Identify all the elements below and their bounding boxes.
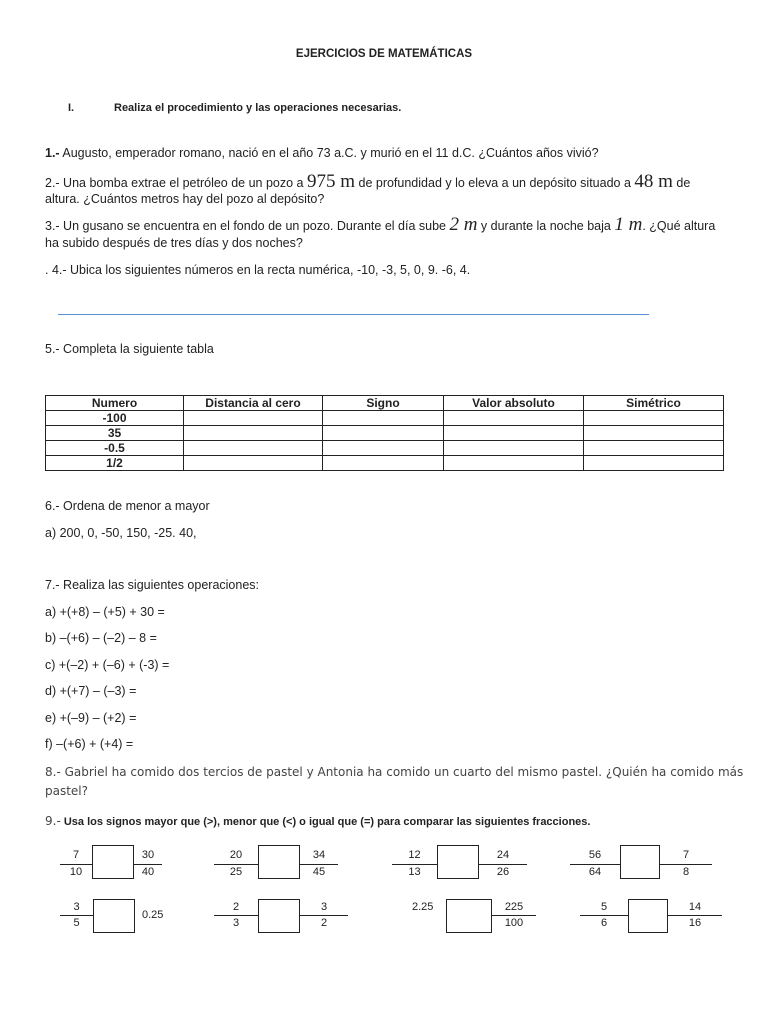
question-3-text-a: 3.- Un gusano se encuentra en el fondo de un pozo. Durante el día sube (45, 219, 450, 233)
table-cell-blank[interactable] (184, 441, 323, 456)
fraction-bar (60, 864, 92, 865)
question-1-number: 1.- (45, 146, 60, 160)
table-cell-number: -100 (46, 411, 184, 426)
comparison-answer-box[interactable] (620, 845, 660, 879)
table-header: Distancia al cero (184, 396, 323, 411)
question-9-text: Usa los signos mayor que (>), menor que (<) o igual que (=) para comparar las siguientes fracciones. (60, 816, 591, 828)
question-8-line2: pastel? (45, 784, 89, 798)
left-numerator: 56 (588, 849, 602, 861)
right-decimal: 0.25 (142, 909, 164, 921)
comparison-answer-box[interactable] (258, 899, 300, 933)
right-numerator: 30 (141, 849, 155, 861)
left-denominator: 10 (69, 866, 83, 878)
question-3-line2: ha subido después de tres días y dos noches? (45, 236, 303, 250)
comparison-answer-box[interactable] (446, 899, 492, 933)
page-title: EJERCICIOS DE MATEMÁTICAS (295, 48, 473, 60)
fraction-bar (660, 864, 712, 865)
math-2m: 2 m (449, 214, 478, 235)
right-denominator: 8 (682, 866, 690, 878)
question-2 (45, 171, 690, 193)
table-cell-blank[interactable] (323, 456, 444, 471)
right-denominator: 100 (504, 917, 524, 929)
right-numerator: 24 (496, 849, 510, 861)
fraction-bar (214, 864, 258, 865)
question-2-text-c: de (672, 176, 691, 190)
operation-a: a) +(+8) – (+5) + 30 = (45, 605, 165, 619)
left-numerator: 5 (600, 901, 608, 913)
table-cell-blank[interactable] (444, 426, 584, 441)
left-denominator: 13 (408, 866, 421, 878)
comparison-answer-box[interactable] (93, 899, 135, 933)
right-denominator: 26 (496, 866, 510, 878)
table-row (46, 441, 724, 456)
comparison-answer-box[interactable] (437, 845, 479, 879)
question-7: 7.- Realiza las siguientes operaciones: (45, 578, 260, 592)
question-3 (45, 214, 715, 236)
right-numerator: 34 (312, 849, 326, 861)
table-cell-blank[interactable] (184, 456, 323, 471)
comparison-answer-box[interactable] (258, 845, 300, 879)
left-decimal: 2.25 (412, 901, 434, 913)
question-9 (45, 814, 590, 828)
right-numerator: 3 (320, 901, 328, 913)
table-cell-blank[interactable] (184, 411, 323, 426)
fraction-bar (392, 864, 437, 865)
operation-c: c) +(–2) + (–6) + (-3) = (45, 658, 170, 672)
table-row (46, 426, 724, 441)
table-cell-blank[interactable] (584, 456, 724, 471)
table-cell-blank[interactable] (584, 426, 724, 441)
right-denominator: 40 (141, 866, 155, 878)
question-4: . 4.- Ubica los siguientes números en la recta numérica, -10, -3, 5, 0, 9. -6, 4. (45, 263, 471, 277)
right-numerator: 14 (688, 901, 702, 913)
fraction-bar (60, 915, 93, 916)
operation-d: d) +(+7) – (–3) = (45, 684, 137, 698)
fraction-bar (479, 864, 527, 865)
table-cell-number: 1/2 (46, 456, 184, 471)
left-denominator: 64 (588, 866, 602, 878)
fraction-bar (668, 915, 722, 916)
math-975m: 975 m (306, 171, 356, 192)
right-denominator: 2 (320, 917, 328, 929)
left-numerator: 12 (408, 849, 421, 861)
section-numeral: I. (68, 102, 75, 114)
right-denominator: 16 (688, 917, 702, 929)
table-header: Numero (46, 396, 184, 411)
question-8-line1: 8.- Gabriel ha comido dos tercios de pastel y Antonia ha comido un cuarto del mismo pastel. ¿Quién ha comido más (45, 765, 744, 779)
right-numerator: 7 (682, 849, 690, 861)
table-row (46, 456, 724, 471)
question-6: 6.- Ordena de menor a mayor (45, 499, 210, 513)
question-9-number: 9.- (45, 814, 61, 828)
question-3-text-b: y durante la noche baja (477, 219, 615, 233)
left-numerator: 2 (232, 901, 240, 913)
fraction-bar (492, 915, 536, 916)
table-cell-blank[interactable] (323, 441, 444, 456)
left-numerator: 3 (73, 901, 80, 913)
operation-e: e) +(–9) – (+2) = (45, 711, 137, 725)
number-line (58, 314, 649, 315)
left-denominator: 3 (232, 917, 240, 929)
operation-f: f) –(+6) + (+4) = (45, 737, 134, 751)
table-cell-blank[interactable] (444, 441, 584, 456)
table-cell-blank[interactable] (323, 426, 444, 441)
left-denominator: 5 (73, 917, 80, 929)
section-heading: Realiza el procedimiento y las operaciones necesarias. (114, 102, 402, 114)
question-5: 5.- Completa la siguiente tabla (45, 342, 214, 356)
left-numerator: 7 (72, 849, 80, 861)
table-cell-blank[interactable] (184, 426, 323, 441)
fraction-bar (300, 864, 338, 865)
question-2-text-a: 2.- Una bomba extrae el petróleo de un pozo a (45, 176, 307, 190)
table-header-row (46, 396, 724, 411)
table-row (46, 411, 724, 426)
fraction-bar (300, 915, 348, 916)
table-header: Simétrico (584, 396, 724, 411)
comparison-answer-box[interactable] (92, 845, 134, 879)
math-48m: 48 m (634, 171, 673, 192)
question-1 (45, 146, 599, 160)
table-cell-blank[interactable] (444, 411, 584, 426)
comparison-answer-box[interactable] (628, 899, 668, 933)
right-denominator: 45 (312, 866, 326, 878)
table-cell-blank[interactable] (584, 411, 724, 426)
table-header: Signo (323, 396, 444, 411)
fraction-bar (214, 915, 258, 916)
fraction-bar (134, 864, 162, 865)
operation-b: b) –(+6) – (–2) – 8 = (45, 631, 157, 645)
question-1-text: Augusto, emperador romano, nació en el año 73 a.C. y murió en el 11 d.C. ¿Cuántos años vivió? (59, 146, 599, 160)
question-3-text-c: . ¿Qué altura (642, 219, 716, 233)
table-cell-blank[interactable] (444, 456, 584, 471)
math-1m: 1 m (614, 214, 643, 235)
table-cell-number: 35 (46, 426, 184, 441)
table-cell-number: -0.5 (46, 441, 184, 456)
fraction-bar (570, 864, 620, 865)
question-2-line2: altura. ¿Cuántos metros hay del pozo al depósito? (45, 192, 325, 206)
left-numerator: 20 (229, 849, 243, 861)
fraction-bar (580, 915, 628, 916)
right-numerator: 225 (504, 901, 524, 913)
question-2-text-b: de profundidad y lo eleva a un depósito situado a (355, 176, 635, 190)
table-cell-blank[interactable] (584, 441, 724, 456)
table-header: Valor absoluto (444, 396, 584, 411)
comparison-table (45, 395, 724, 471)
left-denominator: 6 (600, 917, 608, 929)
left-denominator: 25 (229, 866, 243, 878)
table-cell-blank[interactable] (323, 411, 444, 426)
question-6a: a) 200, 0, -50, 150, -25. 40, (45, 526, 197, 540)
